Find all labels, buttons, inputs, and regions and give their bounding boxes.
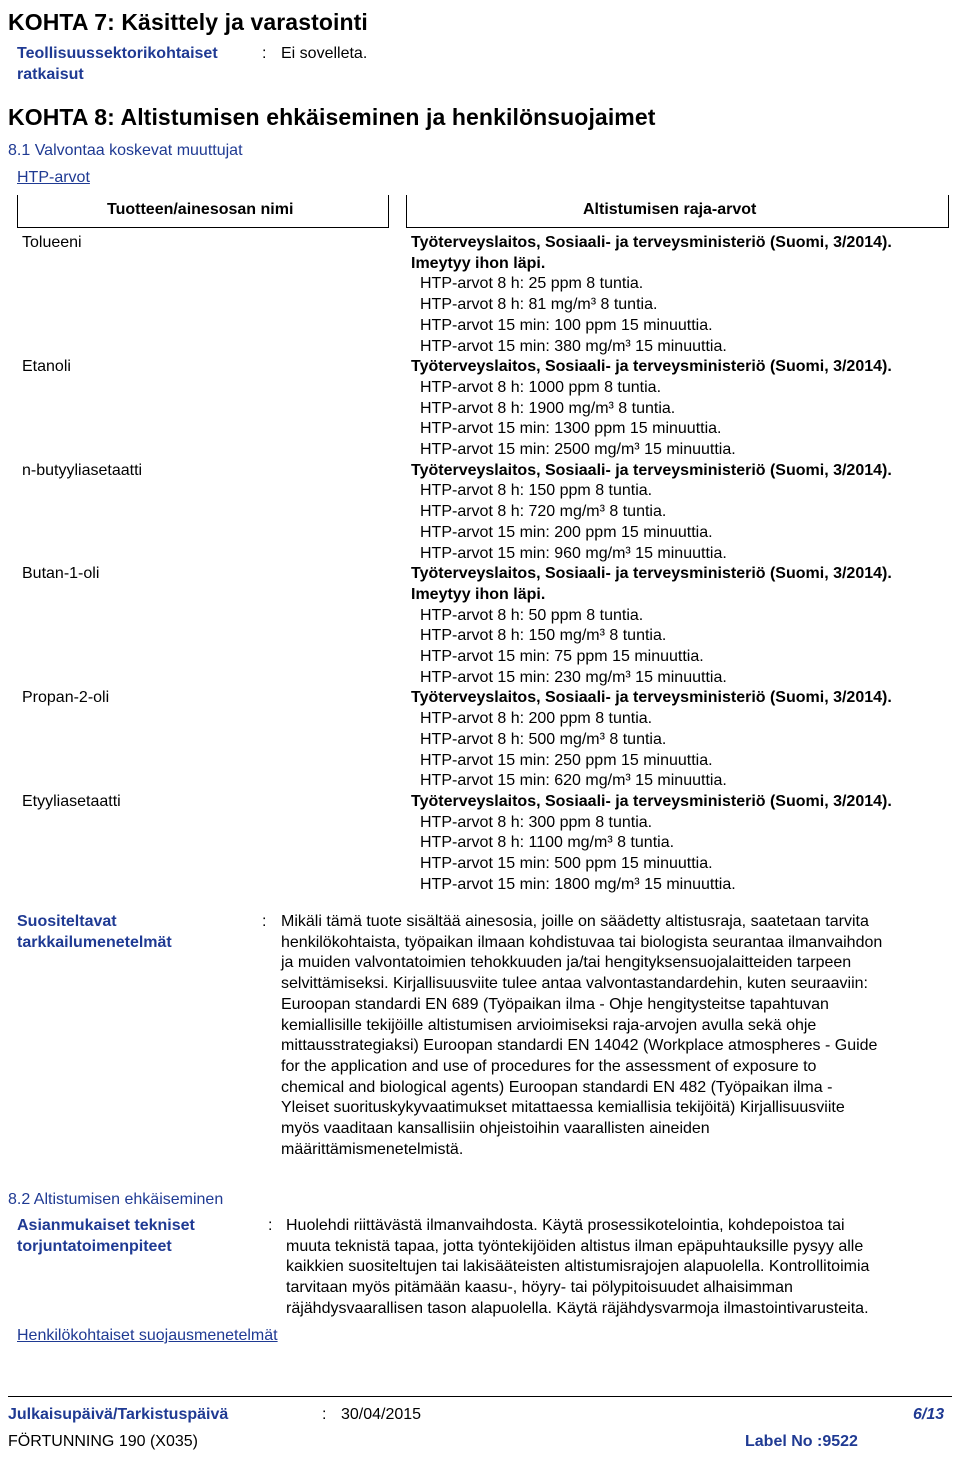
limit-source-line: Työterveyslaitos, Sosiaali- ja terveysministeriö (Suomi, 3/2014). — [411, 461, 892, 479]
footer-rule — [8, 1396, 952, 1397]
monitoring-label-2: tarkkailumenetelmät — [17, 934, 172, 951]
limit-value-line: HTP-arvot 15 min: 2500 mg/m³ 15 minuuttia. — [420, 441, 736, 458]
paragraph-line: mittausstrategiaksi) Euroopan standardi EN 14042 (Workplace atmospheres - Guide — [281, 1037, 878, 1055]
limit-source-line: Työterveyslaitos, Sosiaali- ja terveysministeriö (Suomi, 3/2014). — [411, 234, 892, 251]
paragraph-line: henkilökohtaista, työpaikan ilmaan kohdistuvaa tai biologista seurantaa ilmanvaihdon — [281, 933, 883, 951]
industry-solutions-label-2: ratkaisut — [17, 66, 84, 83]
ppe-link[interactable]: Henkilökohtaiset suojausmenetelmät — [17, 1327, 278, 1344]
limit-value-line: HTP-arvot 15 min: 620 mg/m³ 15 minuuttia. — [420, 772, 727, 790]
table-border-left — [17, 195, 18, 228]
paragraph-line: selvittämiseksi. Kirjallisuusviite tulee antaa valvontastandardehin, kuten seuraaviin: — [281, 975, 868, 993]
paragraph-line: for the application and use of procedures for the assessment of exposure to — [281, 1057, 817, 1075]
limit-value-line: HTP-arvot 15 min: 200 ppm 15 minuuttia. — [420, 523, 713, 541]
paragraph-line: tarvitaan myös pitämään kaasu-, höyry- tai pölypitoisuudet alhaisimman — [286, 1279, 793, 1297]
limit-value-line: HTP-arvot 8 h: 150 mg/m³ 8 tuntia. — [420, 627, 667, 645]
engineering-colon: : — [268, 1217, 273, 1234]
limit-source-line: Imeytyy ihon läpi. — [411, 585, 546, 603]
limit-value-line: HTP-arvot 8 h: 150 ppm 8 tuntia. — [420, 482, 653, 500]
substance-name: Tolueeni — [22, 234, 82, 251]
paragraph-line: Yleiset suorituskykyvaatimukset mitattaessa kemiallisia tekijöitä) Kirjallisuusviite — [281, 1099, 845, 1117]
table-border-middle-left — [388, 195, 389, 228]
limit-value-line: HTP-arvot 8 h: 1100 mg/m³ 8 tuntia. — [420, 834, 675, 852]
limit-value-line: HTP-arvot 15 min: 250 ppm 15 minuuttia. — [420, 751, 713, 769]
footer-colon: : — [322, 1406, 327, 1423]
table-header-limits: Altistumisen raja-arvot — [583, 201, 757, 218]
limit-value-line: HTP-arvot 8 h: 200 ppm 8 tuntia. — [420, 710, 653, 728]
substance-name: Butan-1-oli — [22, 565, 100, 583]
monitoring-colon: : — [262, 913, 267, 930]
paragraph-line: ja muiden valvontatoimien tehokkuuden ja/tai hengityksensuojalaitteiden tarpeen — [281, 954, 852, 972]
paragraph-line: kaikkien suositeltujen tai lakisääteisten altistumisrajojen alapuolella. Kontrollitoimia — [286, 1258, 870, 1276]
limit-source-line: Työterveyslaitos, Sosiaali- ja terveysministeriö (Suomi, 3/2014). — [411, 792, 892, 810]
limit-value-line: HTP-arvot 15 min: 230 mg/m³ 15 minuuttia. — [420, 668, 727, 686]
paragraph-line: Huolehdi riittävästä ilmanvaihdosta. Käytä prosessikotelointia, kohdepoistoa tai — [286, 1217, 845, 1234]
limit-value-line: HTP-arvot 15 min: 380 mg/m³ 15 minuuttia. — [420, 337, 727, 355]
table-header-name: Tuotteen/ainesosan nimi — [107, 201, 294, 218]
limit-value-line: HTP-arvot 8 h: 1900 mg/m³ 8 tuntia. — [420, 399, 676, 417]
limit-source-line: Työterveyslaitos, Sosiaali- ja terveysministeriö (Suomi, 3/2014). — [411, 565, 892, 583]
substance-name: n-butyyliasetaatti — [22, 461, 143, 479]
limit-source-line: Työterveyslaitos, Sosiaali- ja terveysministeriö (Suomi, 3/2014). — [411, 689, 892, 707]
htp-arvot-link[interactable]: HTP-arvot — [17, 169, 90, 186]
paragraph-line: chemical and biological agents) Euroopan standardi EN 482 (Työpaikan ilma - — [281, 1078, 833, 1096]
limit-value-line: HTP-arvot 15 min: 100 ppm 15 minuuttia. — [420, 316, 713, 334]
footer-page-number: 6/13 — [913, 1406, 945, 1423]
paragraph-line: kemiallisille tekijöille altistumisen arvioimiseksi raja-arvojen avulla sekä ohje — [281, 1016, 817, 1034]
paragraph-line: määrittämismenetelmistä. — [281, 1140, 464, 1158]
footer-date-value: 30/04/2015 — [341, 1406, 422, 1423]
section-8-title: KOHTA 8: Altistumisen ehkäiseminen ja henkilönsuojaimet — [8, 104, 656, 130]
subsection-8-2-title: 8.2 Altistumisen ehkäiseminen — [8, 1191, 224, 1208]
limit-value-line: HTP-arvot 8 h: 81 mg/m³ 8 tuntia. — [420, 296, 658, 314]
limit-value-line: HTP-arvot 8 h: 1000 ppm 8 tuntia. — [420, 378, 662, 396]
limit-value-line: HTP-arvot 8 h: 50 ppm 8 tuntia. — [420, 606, 644, 624]
limit-value-line: HTP-arvot 15 min: 1800 mg/m³ 15 minuuttia. — [420, 875, 736, 893]
footer-date-label: Julkaisupäivä/Tarkistuspäivä — [8, 1406, 229, 1423]
substance-name: Etyyliasetaatti — [22, 792, 121, 810]
limit-value-line: HTP-arvot 8 h: 300 ppm 8 tuntia. — [420, 813, 653, 831]
limit-source-line: Imeytyy ihon läpi. — [411, 254, 546, 272]
footer-product-name: FÖRTUNNING 190 (X035) — [8, 1433, 198, 1450]
paragraph-line: Euroopan standardi EN 689 (Työpaikan ilma - Ohje hengitysteitse tapahtuvan — [281, 995, 829, 1013]
substance-name: Propan-2-oli — [22, 689, 110, 707]
engineering-label-2: torjuntatoimenpiteet — [17, 1238, 172, 1255]
monitoring-label: Suositeltavat — [17, 913, 117, 930]
paragraph-line: myös vaaditaan kansallisiin ohjeistoihin vaarallisten aineiden — [281, 1120, 710, 1137]
limit-value-line: HTP-arvot 8 h: 500 mg/m³ 8 tuntia. — [420, 730, 667, 748]
engineering-label: Asianmukaiset tekniset — [17, 1217, 195, 1234]
paragraph-line: muuta teknistä tapaa, jotta työntekijöiden altistus ilman epäpuhtauksille pysyy alle — [286, 1237, 864, 1255]
limit-value-line: HTP-arvot 15 min: 960 mg/m³ 15 minuuttia. — [420, 544, 727, 562]
field-colon: : — [262, 45, 267, 62]
limit-value-line: HTP-arvot 8 h: 720 mg/m³ 8 tuntia. — [420, 503, 667, 521]
substance-name: Etanoli — [22, 358, 71, 376]
table-header-underline-left — [17, 227, 389, 228]
limit-value-line: HTP-arvot 8 h: 25 ppm 8 tuntia. — [420, 275, 644, 293]
section-7-title: KOHTA 7: Käsittely ja varastointi — [8, 9, 368, 35]
footer-label-no: Label No :9522 — [745, 1433, 858, 1450]
limit-value-line: HTP-arvot 15 min: 75 ppm 15 minuuttia. — [420, 648, 704, 665]
limit-source-line: Työterveyslaitos, Sosiaali- ja terveysministeriö (Suomi, 3/2014). — [411, 358, 892, 376]
paragraph-line: räjähdysvaarallisen tason alapuolella. Käytä räjähdysvarmoja ilmastointivarusteita. — [286, 1299, 869, 1317]
limit-value-line: HTP-arvot 15 min: 1300 ppm 15 minuuttia. — [420, 420, 722, 438]
table-header-underline-right — [406, 227, 949, 228]
paragraph-line: Mikäli tämä tuote sisältää ainesosia, joille on säädetty altistusraja, saatetaan tarvita — [281, 913, 869, 930]
subsection-8-1-title: 8.1 Valvontaa koskevat muuttujat — [8, 142, 243, 159]
industry-solutions-label: Teollisuussektorikohtaiset — [17, 45, 218, 62]
table-border-right — [948, 195, 949, 228]
limit-value-line: HTP-arvot 15 min: 500 ppm 15 minuuttia. — [420, 855, 713, 872]
industry-solutions-value: Ei sovelleta. — [281, 45, 368, 62]
table-border-middle-right — [406, 195, 407, 228]
